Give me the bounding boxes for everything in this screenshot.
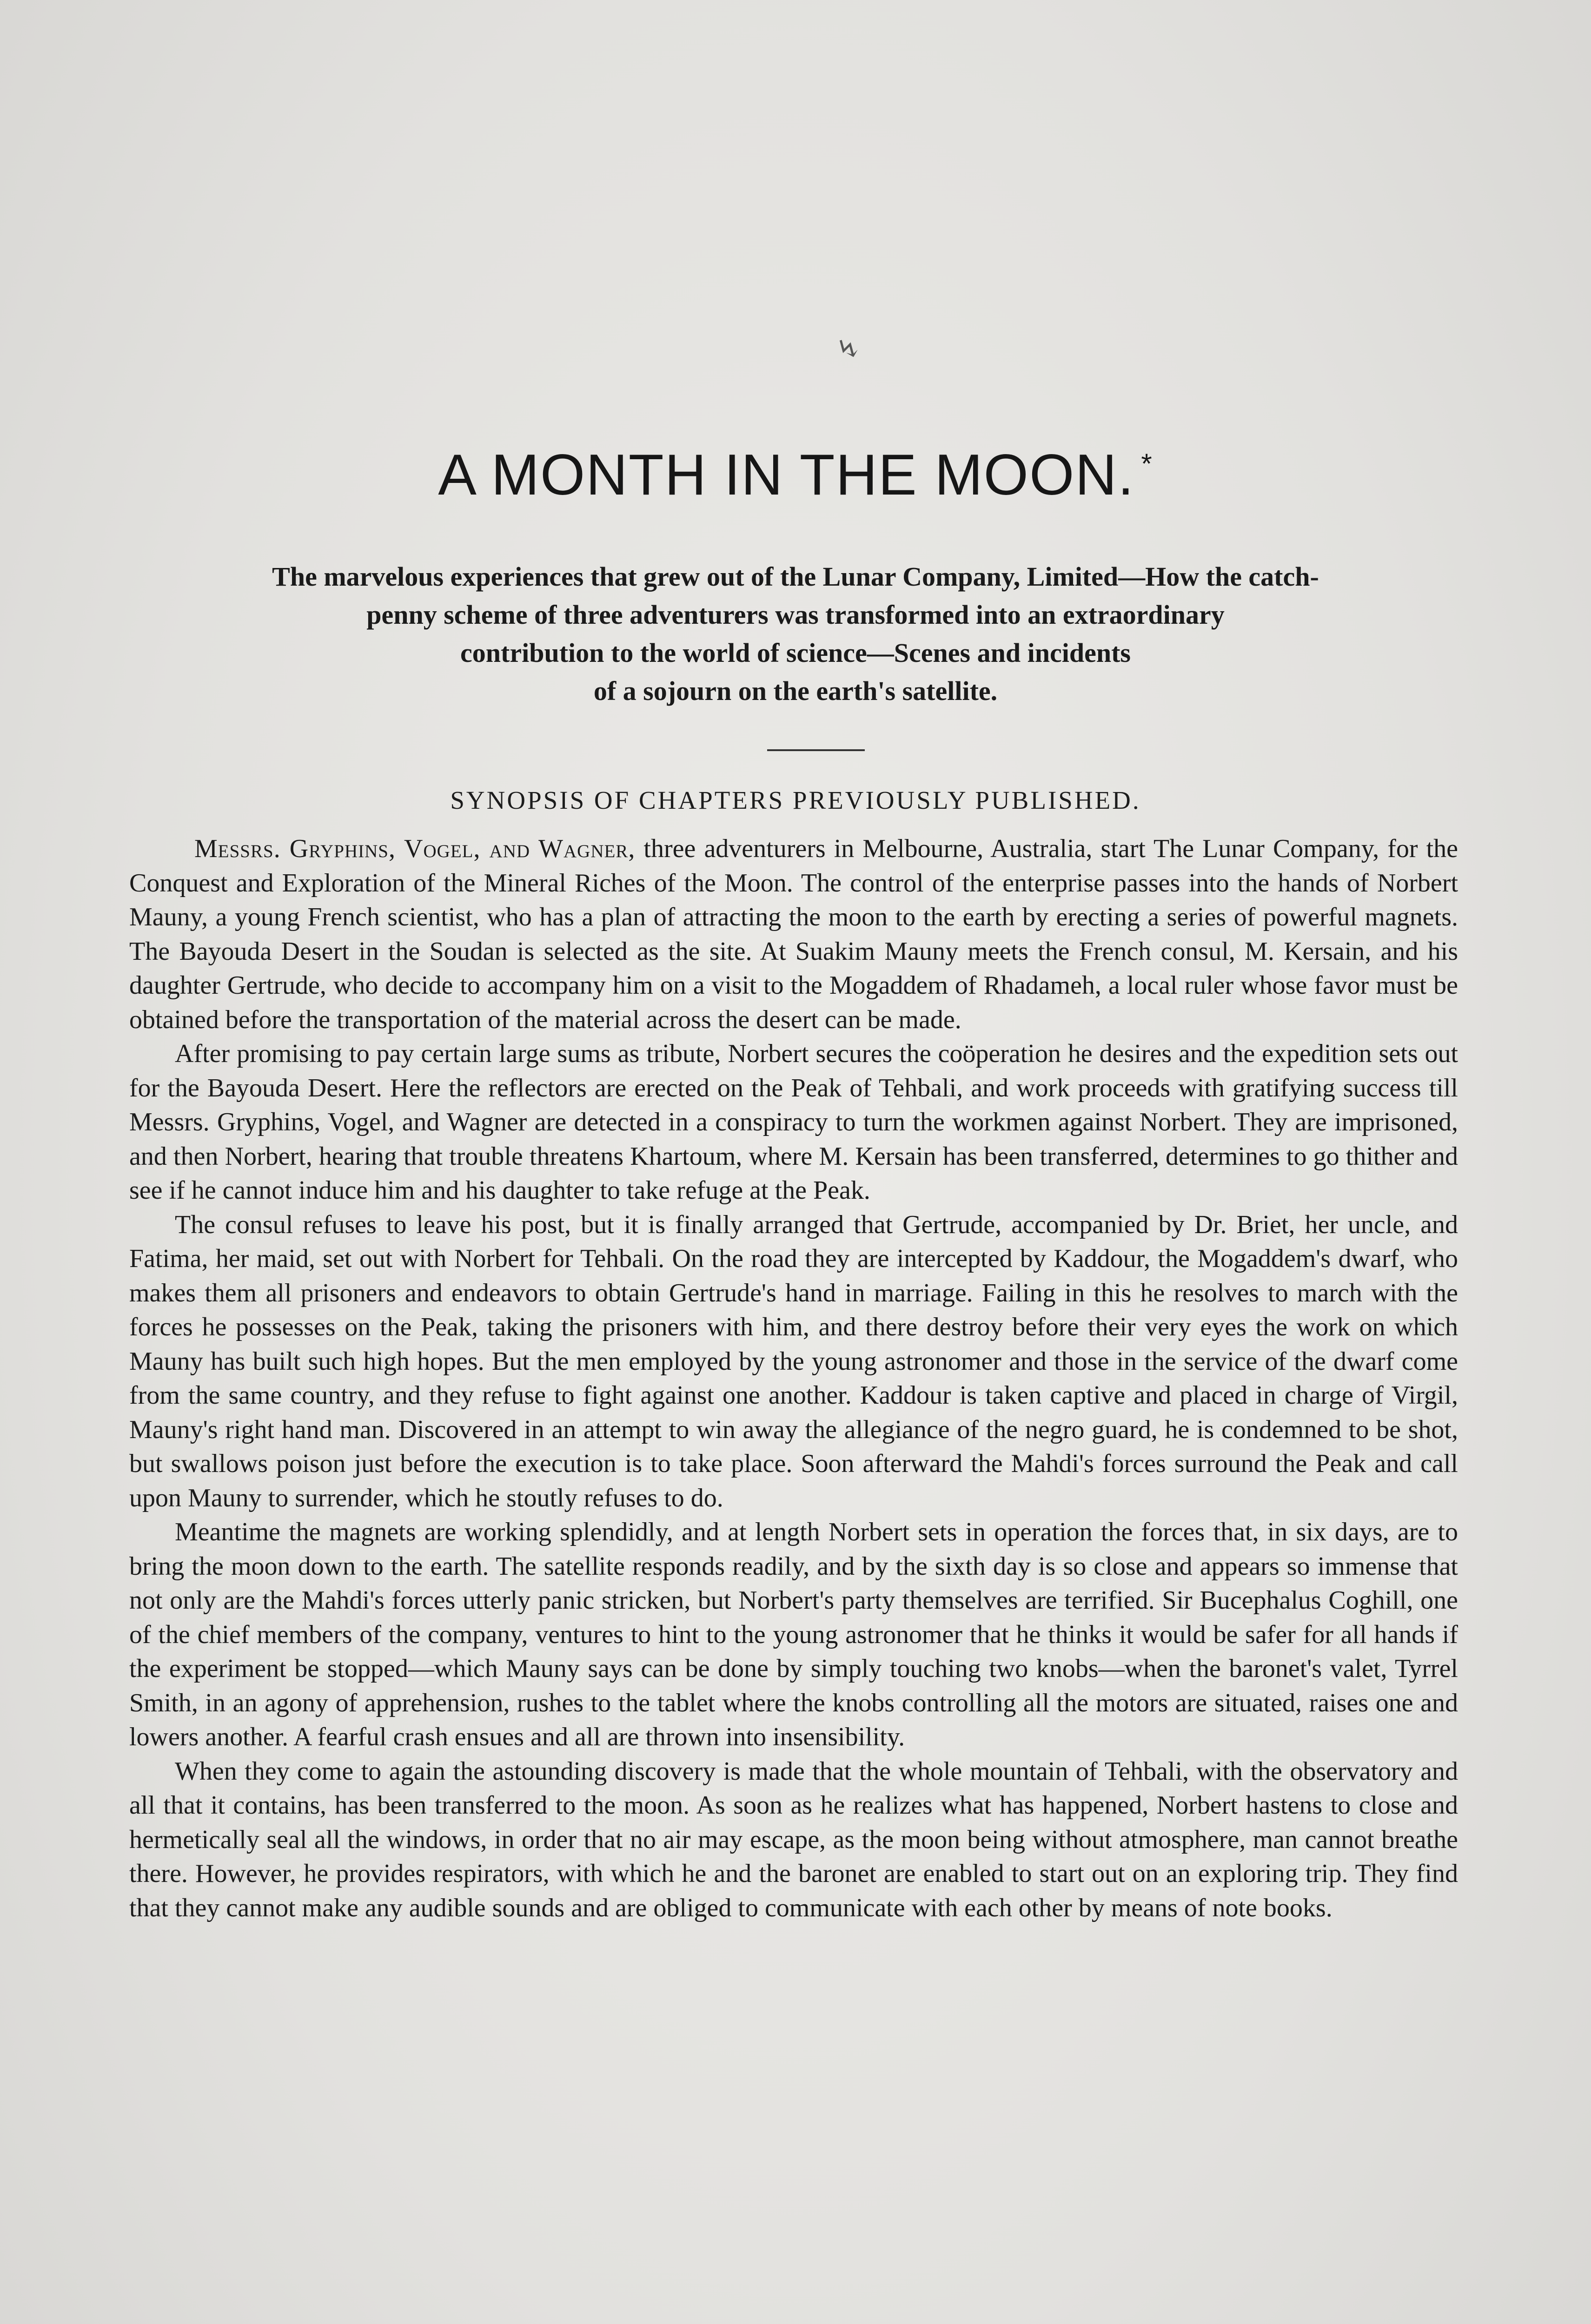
stray-ink-mark: ↯: [831, 330, 866, 368]
synopsis-paragraph: [129, 832, 1458, 1037]
subtitle-line: of a sojourn on the earth's satellite.: [593, 676, 998, 706]
section-divider: [767, 749, 865, 751]
footnote-marker: *: [1141, 448, 1153, 479]
paragraph-lead: Messrs. Gryphins, Vogel, and Wagner,: [194, 834, 636, 863]
synopsis-paragraph: When they come to again the astounding discovery is made that the whole mountain of Tehbali, with the observatory and all that it contains, has been transferred to the moon. As soon as he realizes what has happened, Norbert hastens to close and hermetically seal all the windows, in order that no air may escape, as the moon being without atmosphere, man cannot breathe there. However, he provides respirators, with which he and the baronet are enabled to start out on an exploring trip. They find that they cannot make any audible sounds and are obliged to communicate with each other by means of note books.: [129, 1756, 1458, 1922]
synopsis-paragraph: The consul refuses to leave his post, but it is finally arranged that Gertrude, accompanied by Dr. Briet, her uncle, and Fatima, her maid, set out with Norbert for Tehbali. On the road they are intercepted by Kaddour, the Mogaddem's dwarf, who makes them all prisoners and endeavors to obtain Gertrude's hand in marriage. Failing in this he resolves to march with the forces he possesses on the Peak, taking the prisoners with him, and there destroy before their very eyes the work on which Mauny has built such high hopes. But the men employed by the young astronomer and those in the service of the dwarf come from the same country, and they refuse to fight against one another. Kaddour is taken captive and placed in charge of Virgil, Mauny's right hand man. Discovered in an attempt to win away the allegiance of the negro guard, he is condemned to be shot, but swallows poison just before the execution is to take place. Soon afterward the Mahdi's forces surround the Peak and call upon Mauny to surrender, which he stoutly refuses to do.: [129, 1210, 1458, 1512]
story-subtitle: [139, 558, 1452, 710]
synopsis-body: [129, 832, 1458, 1925]
synopsis-heading: SYNOPSIS OF CHAPTERS PREVIOUSLY PUBLISHED.: [450, 786, 1141, 814]
subtitle-line: The marvelous experiences that grew out of the Lunar Company, Limited—How the catch-: [272, 561, 1319, 592]
story-title: [0, 443, 1591, 507]
subtitle-line: contribution to the world of science—Scenes and incidents: [460, 638, 1131, 668]
synopsis-paragraph: Meantime the magnets are working splendidly, and at length Norbert sets in operation the forces that, in six days, are to bring the moon down to the earth. The satellite responds readily, and by the sixth day is so close and appears so immense that not only are the Mahdi's forces utterly panic stricken, but Norbert's party themselves are terrified. Sir Bucephalus Coghill, one of the chief members of the company, ventures to hint to the young astronomer that he thinks it would be safer for all hands if the experiment be stopped—which Mauny says can be done by simply touching two knobs—when the baronet's valet, Tyrrel Smith, in an agony of apprehension, rushes to the tablet where the knobs controlling all the motors are situated, raises one and lowers another. A fearful crash ensues and all are thrown into insensibility.: [129, 1518, 1458, 1751]
paragraph-text: three adventurers in Melbourne, Australia, start The Lunar Company, for the Conquest and Exploration of the Mineral Riches of the Moon. The control of the enterprise passes into the hands of Norbert Mauny, a young French scientist, who has a plan of attracting the moon to the earth by erecting a series of powerful magnets. The Bayouda Desert in the Soudan is selected as the site. At Suakim Mauny meets the French consul, M. Kersain, and his daughter Gertrude, who decide to accompany him on a visit to the Mogaddem of Rhadameh, a local ruler whose favor must be obtained before the transportation of the material across the desert can be made.: [129, 834, 1458, 1034]
story-title-text: A MONTH IN THE MOON.: [438, 443, 1135, 507]
synopsis-paragraph: After promising to pay certain large sums as tribute, Norbert secures the coöperation he desires and the expedition sets out for the Bayouda Desert. Here the reflectors are erected on the Peak of Tehbali, and work proceeds with gratifying success till Messrs. Gryphins, Vogel, and Wagner are detected in a conspiracy to turn the workmen against Norbert. They are imprisoned, and then Norbert, hearing that trouble threatens Khartoum, where M. Kersain has been transferred, determines to go thither and see if he cannot induce him and his daughter to take refuge at the Peak.: [129, 1039, 1458, 1205]
subtitle-line: penny scheme of three adventurers was transformed into an extraordinary: [366, 600, 1225, 630]
